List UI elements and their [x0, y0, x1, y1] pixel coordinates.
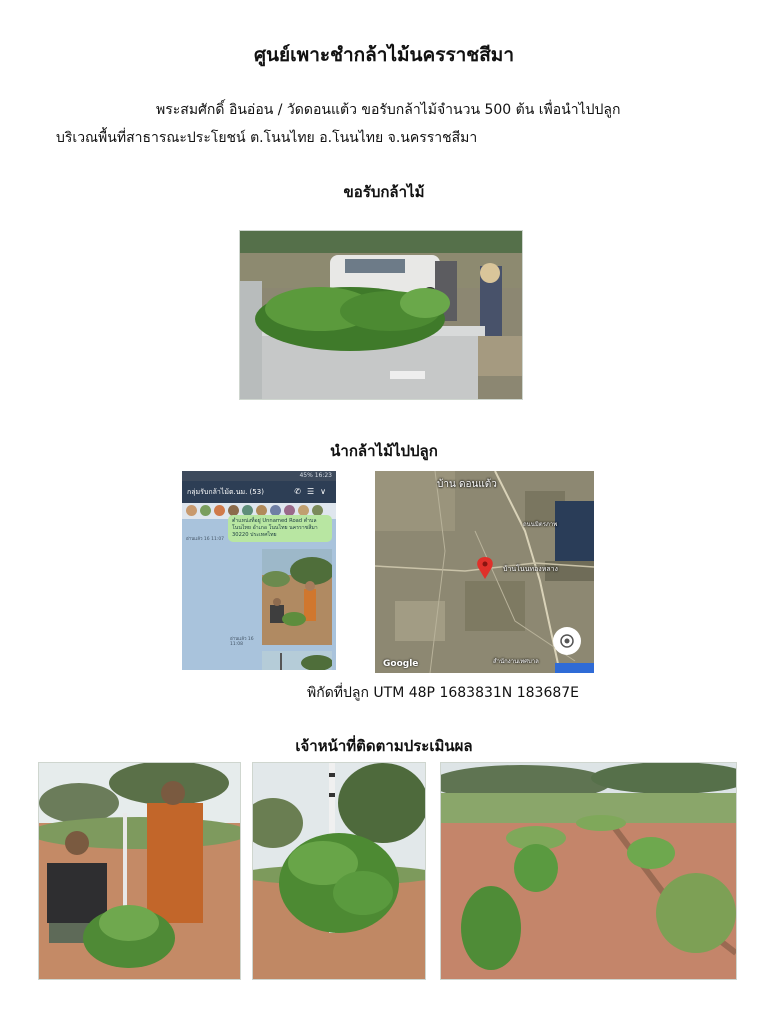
satellite-map: [375, 471, 594, 673]
message-time-2: อ่านแล้ว 16 11:08: [230, 637, 254, 647]
chat-photo-thumbnail: [262, 651, 332, 670]
photo-planted-rows: [440, 762, 737, 980]
photo-officer-and-monk: [38, 762, 241, 980]
location-message-bubble: ตำแหน่งที่อยู่ Unnamed Road ตำบล โนนไทย อำเภอ โนนไทย นครราชสีมา 30220 ประเทศไทย: [228, 515, 332, 542]
page-title: ศูนย์เพาะชำกล้าไม้นครราชสีมา: [254, 44, 514, 66]
photo-seedlings-truck: [239, 230, 523, 400]
chat-header: [182, 481, 336, 503]
section-heading-evaluate: เจ้าหน้าที่ติดตามประเมินผล: [295, 737, 473, 755]
section-heading-plant: นำกล้าไม้ไปปลูก: [330, 442, 438, 460]
chat-group-name: กลุ่มรับกล้าไม้ต.นม. (53): [187, 488, 264, 496]
planting-coordinates: พิกัดที่ปลูก UTM 48P 1683831N 183687E: [307, 685, 580, 701]
avatar: [214, 505, 225, 516]
line-chat-screenshot: [182, 471, 336, 670]
map-label-office: สำนักงานเทศบาล: [493, 658, 539, 665]
google-logo: Google: [383, 659, 419, 669]
request-paragraph-line2: บริเวณพื้นที่สาธารณะประโยชน์ ต.โนนไทย อ.โนนไทย จ.นครราชสีมา: [56, 130, 478, 146]
chat-header-icons: ✆☰∨: [294, 487, 332, 496]
map-label-place: บ้านโนนทองหลาง: [503, 565, 558, 573]
my-location-icon[interactable]: [553, 627, 581, 655]
chat-photo-planting: [262, 549, 332, 645]
map-label-road: ถนนมิตรภาพ: [523, 521, 558, 528]
avatar: [200, 505, 211, 516]
photo-seedling-measurement: [252, 762, 426, 980]
map-label-village: บ้าน ดอนแต้ว: [437, 479, 497, 490]
status-bar: 45% 16:23: [182, 471, 336, 481]
section-heading-receive: ขอรับกล้าไม้: [343, 183, 425, 201]
request-paragraph-line1: พระสมศักดิ์ อินอ่อน / วัดดอนแต้ว ขอรับกล้าไม้จำนวน 500 ต้น เพื่อนำไปปลูก: [156, 102, 621, 118]
message-time-1: อ่านแล้ว 16 11:07: [186, 537, 225, 542]
avatar: [186, 505, 197, 516]
